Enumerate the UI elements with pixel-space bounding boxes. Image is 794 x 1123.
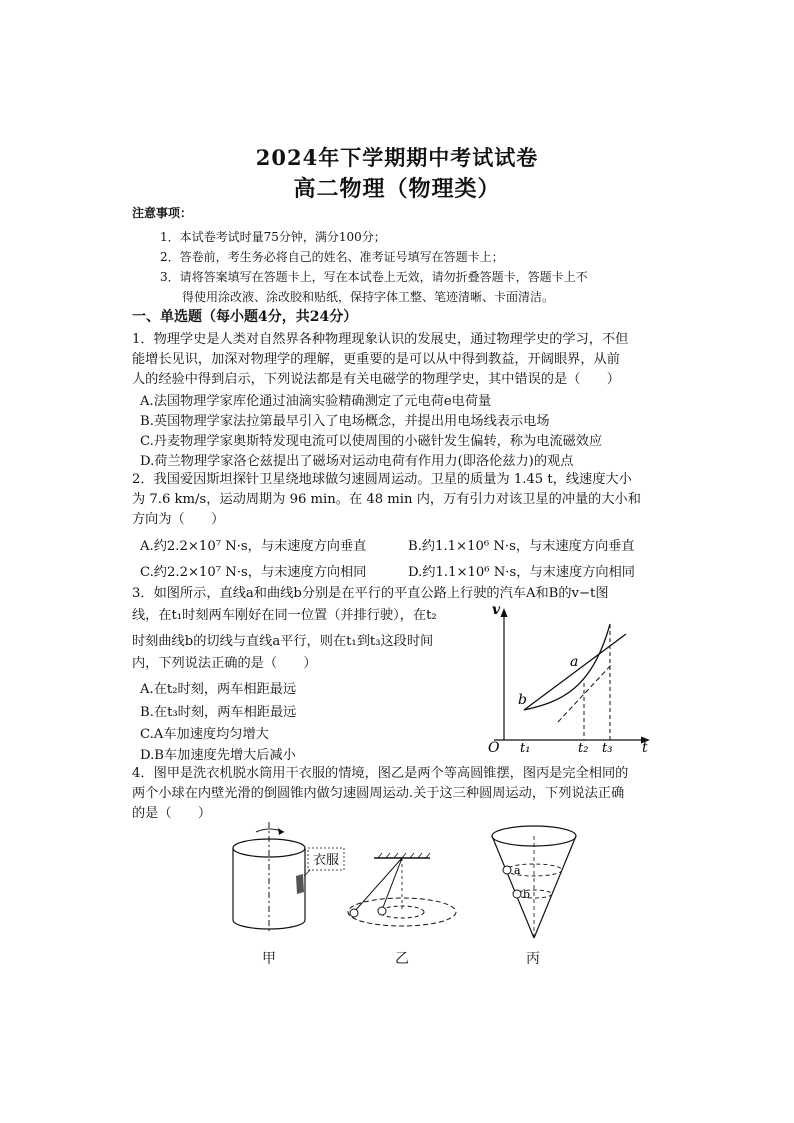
curve-a-label: a <box>570 654 579 670</box>
q4-stem-line: 的是（ ） <box>132 806 212 821</box>
ball-a-label: a <box>514 864 521 877</box>
ball-b-label: b <box>523 888 531 901</box>
line-a <box>524 634 626 710</box>
cone-right <box>534 836 576 938</box>
notes-heading: 注意事项： <box>132 206 193 220</box>
q2-option-a: A.约2.2×10⁷ N·s，与末速度方向垂直 <box>140 539 367 554</box>
ceiling-hatch <box>378 853 430 858</box>
figure-yi-label: 乙 <box>395 951 409 967</box>
q2-option-b: B.约1.1×10⁶ N·s，与末速度方向垂直 <box>408 539 635 554</box>
v-axis-label: v <box>492 604 501 618</box>
t1-label: t₁ <box>520 741 531 754</box>
note-item: 1．本试卷考试时量75分钟，满分100分； <box>160 230 386 244</box>
q3-option-a: A.在t₂时刻，两车相距最远 <box>140 682 297 697</box>
q2-option-c: C.约2.2×10⁷ N·s，与末速度方向相同 <box>140 565 367 580</box>
q3-stem-line: 时刻曲线b的切线与直线a平行，则在t₁到t₃这段时间 <box>132 634 434 649</box>
q1-stem-line: 人的经验中得到启示，下列说法都是有关电磁学的物理学史，其中错误的是（ ） <box>132 372 620 387</box>
bob-inner <box>378 907 386 915</box>
q2-option-d: D.约1.1×10⁶ N·s，与末速度方向相同 <box>408 565 635 580</box>
q4-stem-line: 两个小球在内壁光滑的倒圆锥内做匀速圆周运动.关于这三种圆周运动，下列说法正确 <box>132 786 625 801</box>
section-heading: 一、单选题（每小题4分，共24分） <box>132 309 358 325</box>
ball-b <box>513 890 521 898</box>
t3-label: t₃ <box>602 741 613 754</box>
q1-option-d: D.荷兰物理学家洛仑兹提出了磁场对运动电荷有作用力(即洛伦兹力)的观点 <box>140 454 574 469</box>
q2-stem-line: 为 7.6 km/s，运动周期为 96 min。在 48 min 内，万有引力对该卫星的冲量的大小和 <box>132 492 641 507</box>
exam-title: 2024年下学期期中考试试卷 <box>255 145 539 170</box>
tangent-line <box>558 664 612 722</box>
note-item: 3．请将答案填写在答题卡上，写在本试卷上无效，请勿折叠答题卡，答题卡上不 <box>160 270 588 284</box>
clothes-label: 衣服 <box>312 853 340 868</box>
rotation-arrowhead <box>278 828 284 835</box>
curve-b-label: b <box>518 692 527 708</box>
q3-option-c: C.A车加速度均匀增大 <box>140 727 269 742</box>
q2-stem-line: 方向为（ ） <box>132 512 225 527</box>
q3-stem-line: 线，在t₁时刻两车刚好在同一位置（并排行驶），在t₂ <box>132 608 437 623</box>
string-long <box>354 858 402 912</box>
note-item: 得使用涂改液、涂改胶和贴纸，保持字体工整、笔迹清晰、卡面清洁。 <box>182 290 555 304</box>
q2-stem-line: 2．我国爱因斯坦探针卫星绕地球做匀速圆周运动。卫星的质量为 1.45 t，线速度大小 <box>132 472 632 487</box>
q1-option-c: C.丹麦物理学家奥斯特发现电流可以使周围的小磁针发生偏转，称为电流磁效应 <box>140 434 603 449</box>
vt-graph <box>480 604 660 754</box>
q1-stem-line: 1．物理学史是人类对自然界各种物理现象认识的发展史，通过物理学史的学习，不但 <box>132 332 629 347</box>
exam-subtitle: 高二物理（物理类） <box>293 176 501 202</box>
origin-label: O <box>488 740 500 754</box>
q3-stem-line: 内，下列说法正确的是（ ） <box>132 656 317 671</box>
t2-label: t₂ <box>578 741 589 754</box>
q1-option-b: B.英国物理学家法拉第最早引入了电场概念，并提出用电场线表示电场 <box>140 414 550 429</box>
q1-option-a: A.法国物理学家库伦通过油滴实验精确测定了元电荷e电荷量 <box>140 394 492 409</box>
q3-option-b: B.在t₃时刻，两车相距最远 <box>140 705 297 720</box>
note-item: 2．答卷前，考生务必将自己的姓名、准考证号填写在答题卡上； <box>160 250 504 264</box>
q4-stem-line: 4．图甲是洗衣机脱水筒用干衣服的情境，图乙是两个等高圆锥摆，图丙是完全相同的 <box>132 766 629 781</box>
figure-jia-label: 甲 <box>262 951 276 967</box>
q1-stem-line: 能增长见识，加深对物理学的理解，更重要的是可以从中得到教益，开阔眼界，从前 <box>132 352 620 367</box>
figure-yi <box>336 818 466 948</box>
figure-bing-label: 丙 <box>526 951 540 967</box>
t-axis-label: t <box>642 740 648 754</box>
q3-stem-line: 3．如图所示，直线a和曲线b分别是在平行的平直公路上行驶的汽车A和B的v−t图 <box>132 586 609 601</box>
ball-a <box>503 866 511 874</box>
curve-b <box>524 624 610 710</box>
figure-bing <box>474 818 594 948</box>
q3-option-d: D.B车加速度先增大后减小 <box>140 748 296 763</box>
cone-left <box>492 836 534 938</box>
clothes-patch <box>296 874 304 894</box>
v-axis-arrow <box>501 608 508 617</box>
string-short <box>382 858 402 910</box>
bob-outer <box>350 909 358 917</box>
